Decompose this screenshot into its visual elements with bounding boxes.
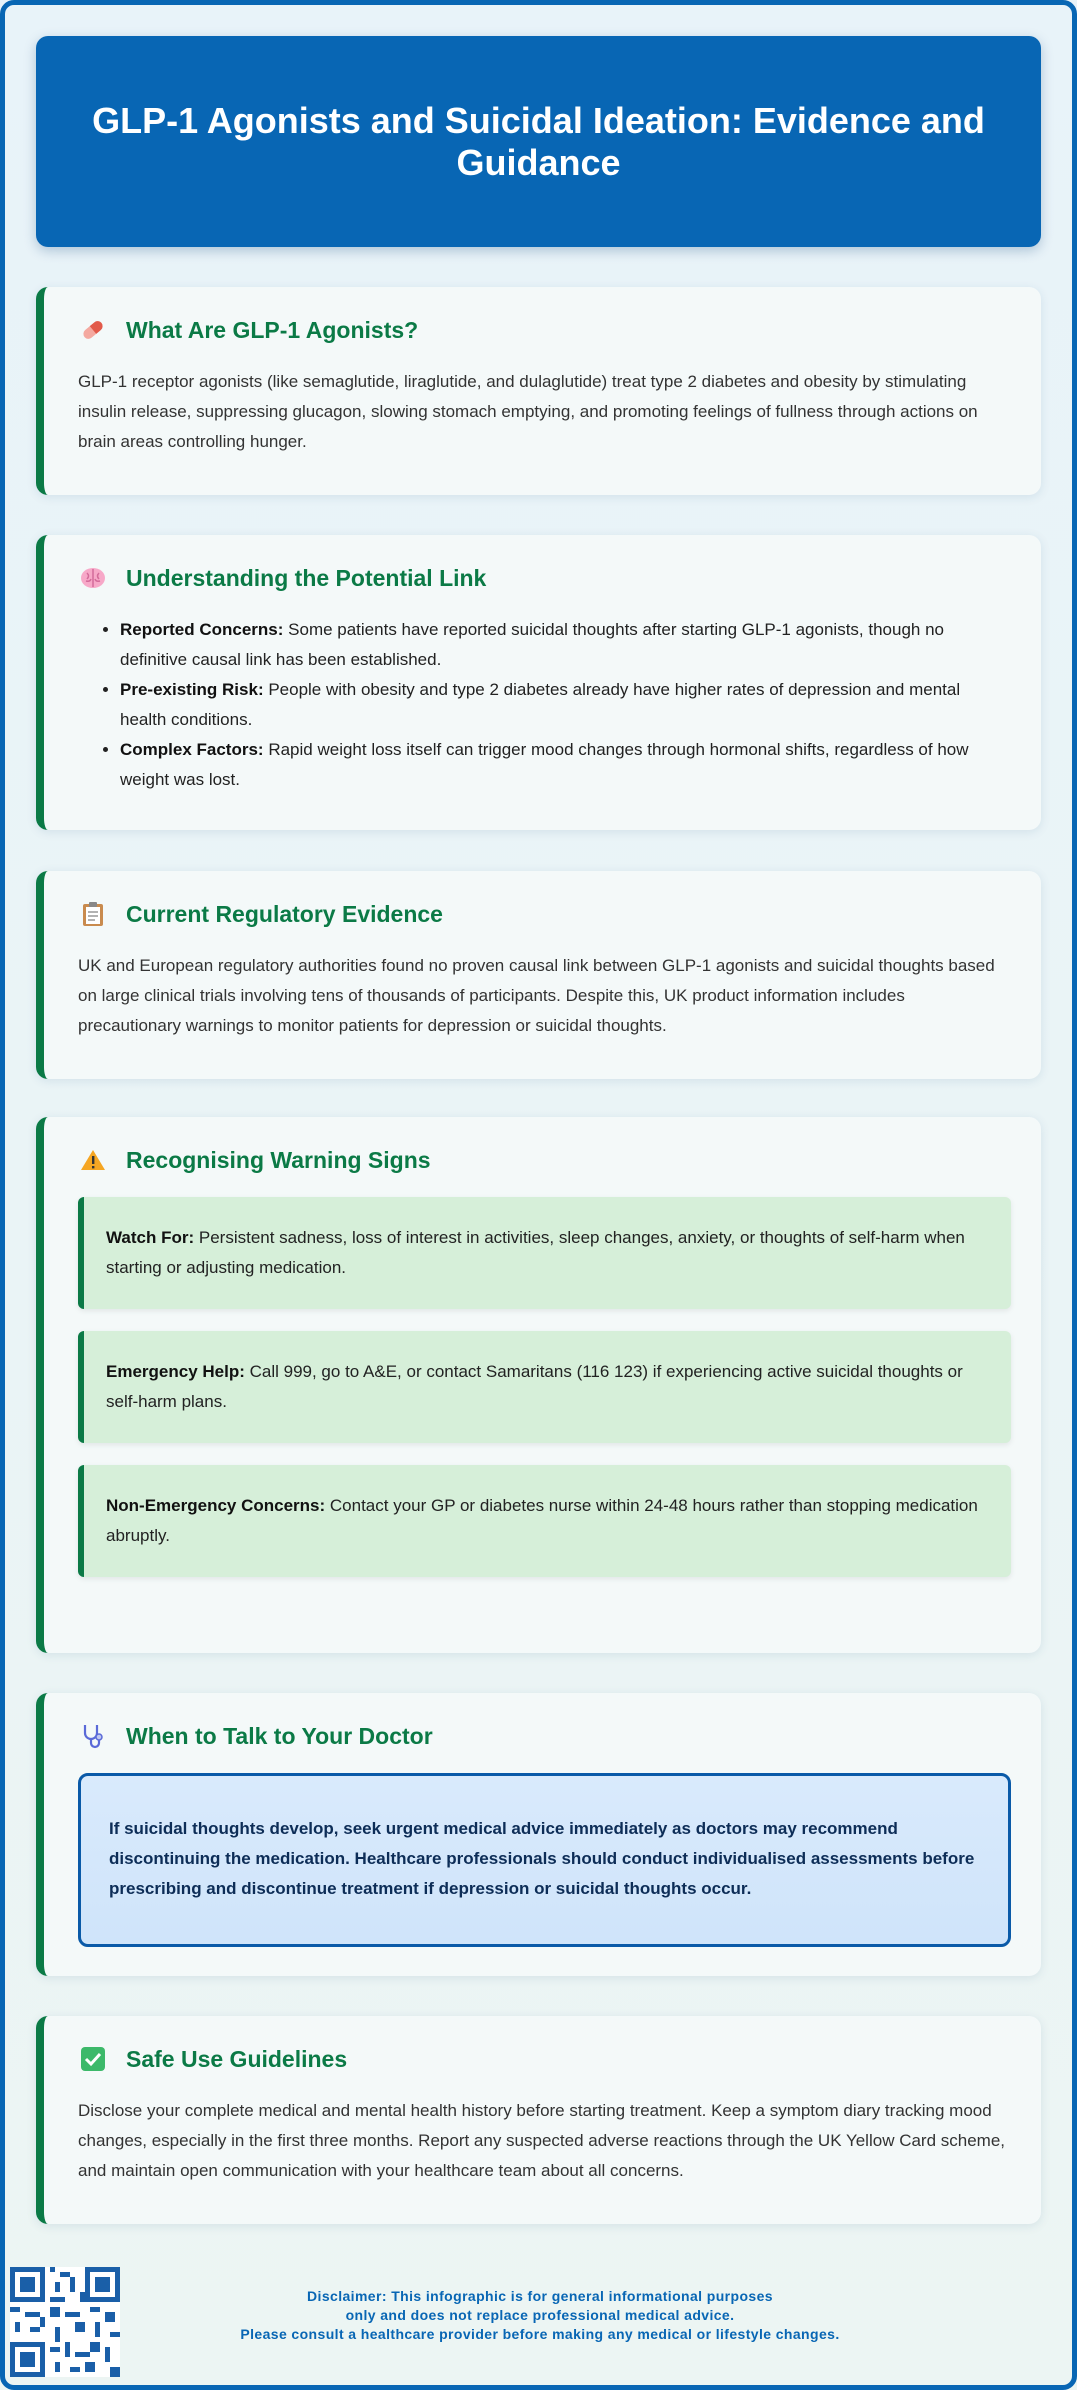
box-label: Emergency Help: xyxy=(106,1362,245,1381)
doctor-callout: If suicidal thoughts develop, seek urgent medical advice immediately as doctors may recommend discontinuing the medication. Healthcare professionals should conduct individualised assessments before prescribing and discontinue treatment if depression or suicidal thoughts occur. xyxy=(78,1773,1011,1947)
disclaimer-label: Disclaimer: xyxy=(307,2288,387,2304)
warning-box-emergency xyxy=(78,1331,1011,1443)
section-what-are-glp1 xyxy=(36,287,1041,495)
box-label: Non-Emergency Concerns: xyxy=(106,1496,326,1515)
pill-icon xyxy=(78,315,108,345)
point-text: Rapid weight loss itself can trigger mood changes through hormonal shifts, regardless of how weight was lost. xyxy=(120,740,969,789)
warning-box-watch-for xyxy=(78,1197,1011,1309)
point-label: Complex Factors: xyxy=(120,740,264,759)
footer-disclaimer xyxy=(160,2287,920,2344)
qr-code xyxy=(10,2267,120,2377)
page-title: GLP-1 Agonists and Suicidal Ideation: Evidence and Guidance xyxy=(92,100,985,183)
point-label: Pre-existing Risk: xyxy=(120,680,264,699)
section-title: Recognising Warning Signs xyxy=(126,1146,431,1173)
section-talk-to-doctor xyxy=(36,1693,1041,1976)
section-title: Current Regulatory Evidence xyxy=(126,900,443,927)
section-safe-use xyxy=(36,2016,1041,2224)
section-title: What Are GLP-1 Agonists? xyxy=(126,316,419,343)
warning-box-non-emergency xyxy=(78,1465,1011,1577)
box-text: Contact your GP or diabetes nurse within 24-48 hours rather than stopping medication abruptly. xyxy=(106,1496,978,1545)
list-item xyxy=(120,735,1011,795)
section-title: Safe Use Guidelines xyxy=(126,2045,348,2072)
list-item xyxy=(120,615,1011,675)
point-label: Reported Concerns: xyxy=(120,620,284,639)
disclaimer-line2: only and does not replace professional medical advice. xyxy=(345,2307,735,2323)
section-title: When to Talk to Your Doctor xyxy=(126,1722,433,1749)
disclaimer-line3: Please consult a healthcare provider before making any medical or lifestyle changes. xyxy=(240,2326,840,2342)
section-body: GLP-1 receptor agonists (like semaglutide, liraglutide, and dulaglutide) treat type 2 diabetes and obesity by stimulating insulin release, suppressing glucagon, slowing stomach emptying, and promoting feelings of fullness through actions on brain areas controlling hunger. xyxy=(78,372,978,451)
check-box-icon xyxy=(78,2044,108,2074)
section-body: UK and European regulatory authorities found no proven causal link between GLP-1 agonists and suicidal thoughts based on large clinical trials involving tens of thousands of participants. Despite this, UK product information includes precautionary warnings to monitor patients for depression or suicidal thoughts. xyxy=(78,956,995,1035)
point-text: Some patients have reported suicidal thoughts after starting GLP-1 agonists, though no definitive causal link has been established. xyxy=(120,620,944,669)
link-points-list xyxy=(78,615,1011,795)
box-text: Persistent sadness, loss of interest in activities, sleep changes, anxiety, or thoughts of self-harm when starting or adjusting medication. xyxy=(106,1228,965,1277)
list-item xyxy=(120,675,1011,735)
section-body: Disclose your complete medical and mental health history before starting treatment. Keep a symptom diary tracking mood changes, especially in the first three months. Report any suspected adverse reactions through the UK Yellow Card scheme, and maintain open communication with your healthcare team about all concerns. xyxy=(78,2101,1006,2180)
box-text: Call 999, go to A&E, or contact Samaritans (116 123) if experiencing active suicidal thoughts or self-harm plans. xyxy=(106,1362,963,1411)
section-warning-signs xyxy=(36,1117,1041,1653)
clipboard-icon xyxy=(78,899,108,929)
disclaimer-line1: This infographic is for general informational purposes xyxy=(386,2288,773,2304)
point-text: People with obesity and type 2 diabetes already have higher rates of depression and mental health conditions. xyxy=(120,680,961,729)
section-title: Understanding the Potential Link xyxy=(126,564,487,591)
section-regulatory-evidence xyxy=(36,871,1041,1079)
page-header xyxy=(36,36,1041,247)
brain-icon xyxy=(78,563,108,593)
warning-icon xyxy=(78,1145,108,1175)
stethoscope-icon xyxy=(78,1721,108,1751)
section-potential-link xyxy=(36,535,1041,830)
box-label: Watch For: xyxy=(106,1228,195,1247)
